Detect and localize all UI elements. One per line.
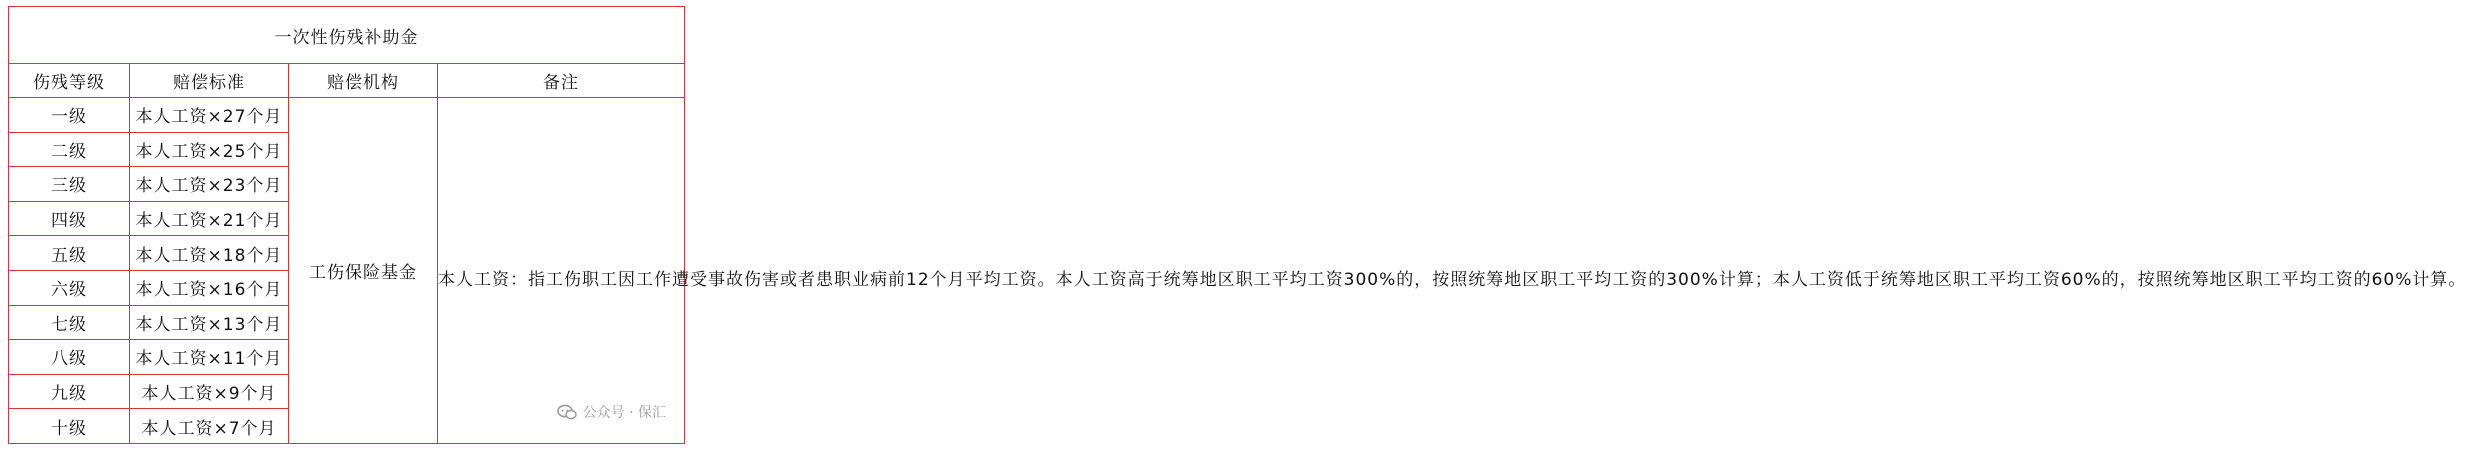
- grade-cell: 十级: [9, 409, 130, 444]
- note-text: 本人工资：指工伤职工因工作遭受事故伤害或者患职业病前12个月平均工资。本人工资高于统筹地区职工平均工资300%的，按照统筹地区职工平均工资的300%计算；本人工资低于统筹地区职工平均工资60%的，按照统筹地区职工平均工资的60%计算。: [438, 270, 2466, 290]
- standard-cell: 本人工资×21个月: [130, 201, 289, 236]
- compensation-table-container: [8, 6, 2466, 444]
- grade-cell: 五级: [9, 236, 130, 271]
- grade-cell: 三级: [9, 167, 130, 202]
- standard-cell: 本人工资×27个月: [130, 98, 289, 133]
- watermark-text: 公众号 · 保汇: [582, 405, 666, 421]
- header-standard: 赔偿标准: [130, 64, 289, 98]
- table-title: 一次性伤残补助金: [9, 7, 685, 64]
- standard-cell: 本人工资×13个月: [130, 305, 289, 340]
- table-title-row: [9, 7, 685, 64]
- grade-cell: 七级: [9, 305, 130, 340]
- grade-cell: 六级: [9, 270, 130, 305]
- standard-cell: 本人工资×18个月: [130, 236, 289, 271]
- standard-cell: 本人工资×25个月: [130, 132, 289, 167]
- grade-cell: 八级: [9, 340, 130, 375]
- table-row: [9, 98, 685, 133]
- watermark: [557, 402, 666, 422]
- grade-cell: 四级: [9, 201, 130, 236]
- standard-cell: 本人工资×9个月: [130, 374, 289, 409]
- standard-cell: 本人工资×23个月: [130, 167, 289, 202]
- standard-cell: 本人工资×11个月: [130, 340, 289, 375]
- note-cell: [438, 98, 2466, 444]
- compensation-table: [8, 6, 2466, 444]
- standard-cell: 本人工资×16个月: [130, 270, 289, 305]
- wechat-official-account-icon: [557, 404, 577, 420]
- agency-cell: 工伤保险基金: [289, 98, 438, 444]
- standard-cell: 本人工资×7个月: [130, 409, 289, 444]
- grade-cell: 二级: [9, 132, 130, 167]
- table-header-row: [9, 64, 685, 98]
- header-agency: 赔偿机构: [289, 64, 438, 98]
- grade-cell: 一级: [9, 98, 130, 133]
- grade-cell: 九级: [9, 374, 130, 409]
- header-grade: 伤残等级: [9, 64, 130, 98]
- header-note: 备注: [438, 64, 685, 98]
